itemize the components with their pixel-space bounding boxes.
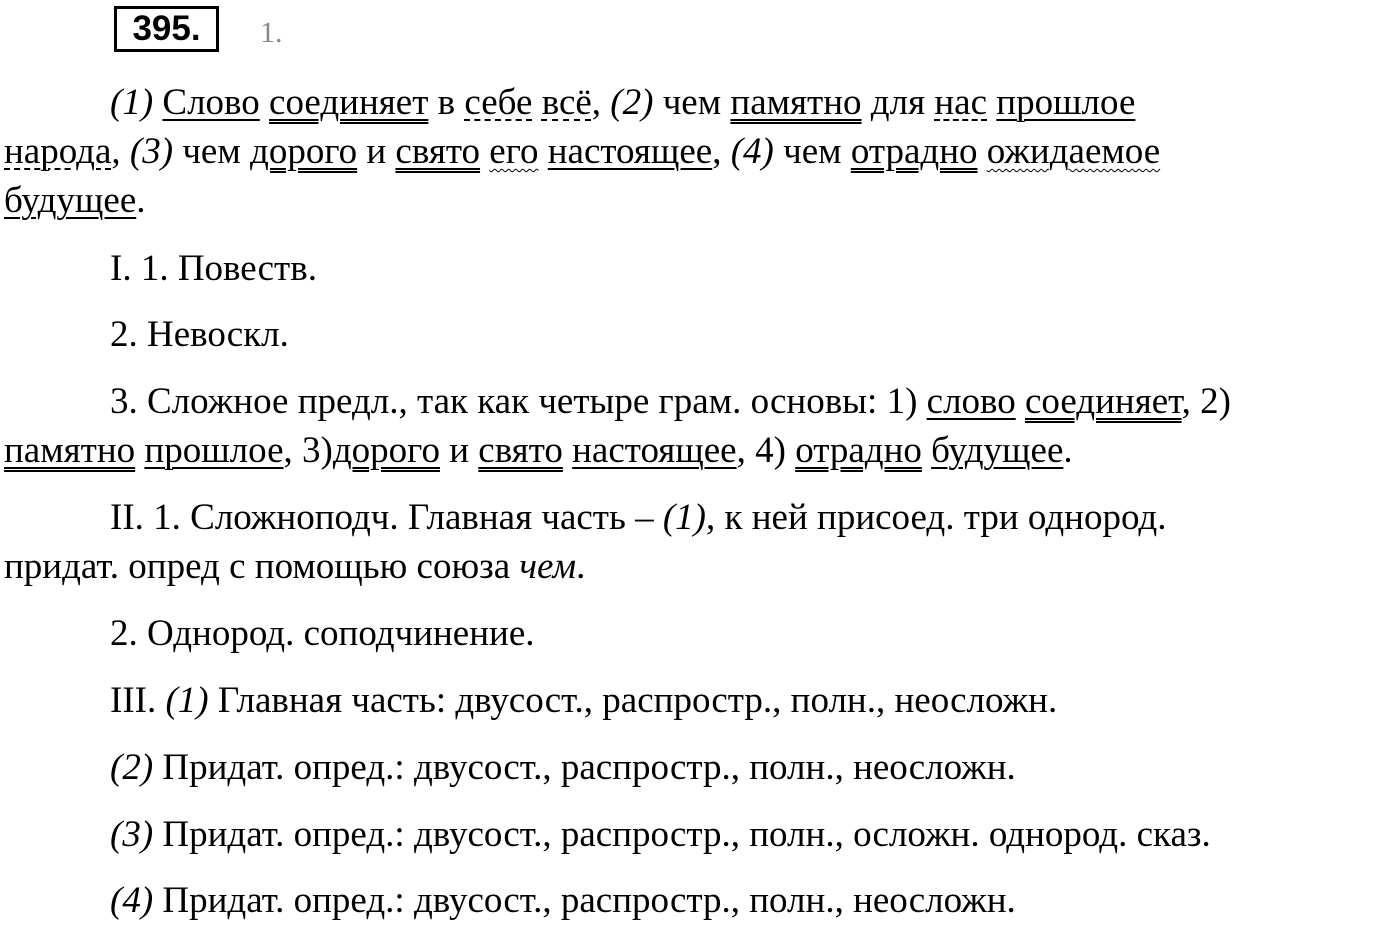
space — [978, 131, 987, 172]
analysis-clause-3 — [4, 810, 1399, 859]
subject: настоящее — [547, 131, 713, 172]
punct: . — [136, 180, 146, 221]
analysis-text: II. 1. Сложноподч. Главная часть – — [110, 497, 663, 538]
predicate: отрадно — [795, 430, 922, 471]
analysis-i-1 — [4, 244, 1399, 293]
object: всё — [541, 82, 592, 123]
attribute: ожидаемое — [986, 131, 1161, 172]
analysis-text: придат. опред с помощью союза — [4, 546, 520, 587]
analysis-line — [4, 743, 1399, 792]
object: нас — [934, 82, 988, 123]
punct: , — [111, 131, 130, 172]
space — [1016, 381, 1025, 422]
analysis-line — [4, 493, 1399, 542]
analysis-line — [4, 426, 1399, 475]
predicate: свято — [395, 131, 481, 172]
analysis-text: Придат. опред.: двусост., распростр., полн., осложн. однород. сказ. — [153, 814, 1211, 855]
analysis-ii-2 — [4, 609, 1399, 658]
predicate: памятно — [4, 430, 136, 471]
analyzed-sentence — [4, 78, 1399, 225]
clause-marker: (3) — [129, 131, 174, 172]
analysis-text: 2. Невоскл. — [110, 314, 289, 355]
subject: настоящее — [572, 430, 737, 471]
predicate: дорого — [250, 131, 358, 172]
space — [987, 82, 996, 123]
analysis-text: Главная часть: двусост., распростр., полн., неосложн. — [208, 680, 1058, 721]
clause-marker: (3) — [110, 814, 154, 855]
predicate: соединяет — [269, 82, 429, 123]
punct: , — [591, 82, 611, 123]
clause-marker: (1) — [165, 680, 209, 721]
analysis-iii — [4, 676, 1399, 725]
space — [563, 430, 572, 471]
analysis-line — [4, 676, 1399, 725]
predicate: памятно — [730, 82, 862, 123]
clause-marker: (2) — [110, 747, 154, 788]
analysis-text: 2. Однород. соподчинение. — [110, 613, 535, 654]
analysis-text: 3. Сложное предл., так как четыре грам. основы: 1) — [110, 381, 927, 422]
analysis-line — [4, 810, 1399, 859]
clause-marker: (4) — [110, 880, 154, 921]
space — [922, 430, 931, 471]
predicate: соединяет — [1025, 381, 1182, 422]
analysis-clause-4 — [4, 876, 1399, 925]
analysis-ii-1 — [4, 493, 1399, 591]
analysis-text: Придат. опред.: двусост., распростр., полн., неосложн. — [153, 880, 1016, 921]
sentence-line-3 — [4, 176, 1399, 225]
sentence-line-1 — [4, 78, 1399, 127]
subject: слово — [926, 381, 1016, 422]
word: и — [357, 131, 396, 172]
space — [538, 131, 547, 172]
clause-marker: (4) — [730, 131, 774, 172]
task-number: 1. — [260, 16, 283, 49]
space — [480, 131, 489, 172]
word: чем — [653, 82, 731, 123]
subject: Слово — [162, 82, 260, 123]
analysis-text: Придат. опред.: двусост., распростр., полн., неосложн. — [153, 747, 1016, 788]
punct: . — [576, 546, 586, 587]
attribute: народа — [4, 131, 112, 172]
predicate: свято — [478, 430, 563, 471]
analysis-i-3 — [4, 377, 1399, 475]
analysis-text: , к ней присоед. три однород. — [706, 497, 1167, 538]
subject: будущее — [4, 180, 137, 221]
analysis-text: , 4) — [736, 430, 796, 471]
clause-marker: (1) — [110, 82, 154, 123]
subject: будущее — [931, 430, 1064, 471]
analysis-text: III. — [110, 680, 166, 721]
analysis-text: I. 1. Повеств. — [110, 248, 317, 289]
clause-marker: (2) — [610, 82, 654, 123]
clause-marker: (1) — [662, 497, 707, 538]
attribute: его — [489, 131, 539, 172]
predicate: отрадно — [850, 131, 978, 172]
analysis-line — [4, 542, 1399, 591]
analysis-line — [4, 377, 1399, 426]
word: чем — [173, 131, 251, 172]
analysis-line — [4, 876, 1399, 925]
analysis-i-2 — [4, 310, 1399, 359]
word: для — [861, 82, 935, 123]
analysis-clause-2 — [4, 743, 1399, 792]
predicate: дорого — [332, 430, 440, 471]
subject: прошлое — [996, 82, 1136, 123]
subject: прошлое — [144, 430, 284, 471]
space — [135, 430, 144, 471]
exercise-number: 395. — [114, 6, 219, 52]
analysis-text: , 2) — [1181, 381, 1231, 422]
adverbial: себе — [464, 82, 533, 123]
word: в — [428, 82, 465, 123]
punct: . — [1063, 430, 1073, 471]
conjunction: чем — [519, 546, 577, 587]
analysis-text: , 3) — [283, 430, 333, 471]
sentence-line-2 — [4, 127, 1399, 176]
word: чем — [773, 131, 851, 172]
word: и — [439, 430, 479, 471]
punct: , — [712, 131, 731, 172]
